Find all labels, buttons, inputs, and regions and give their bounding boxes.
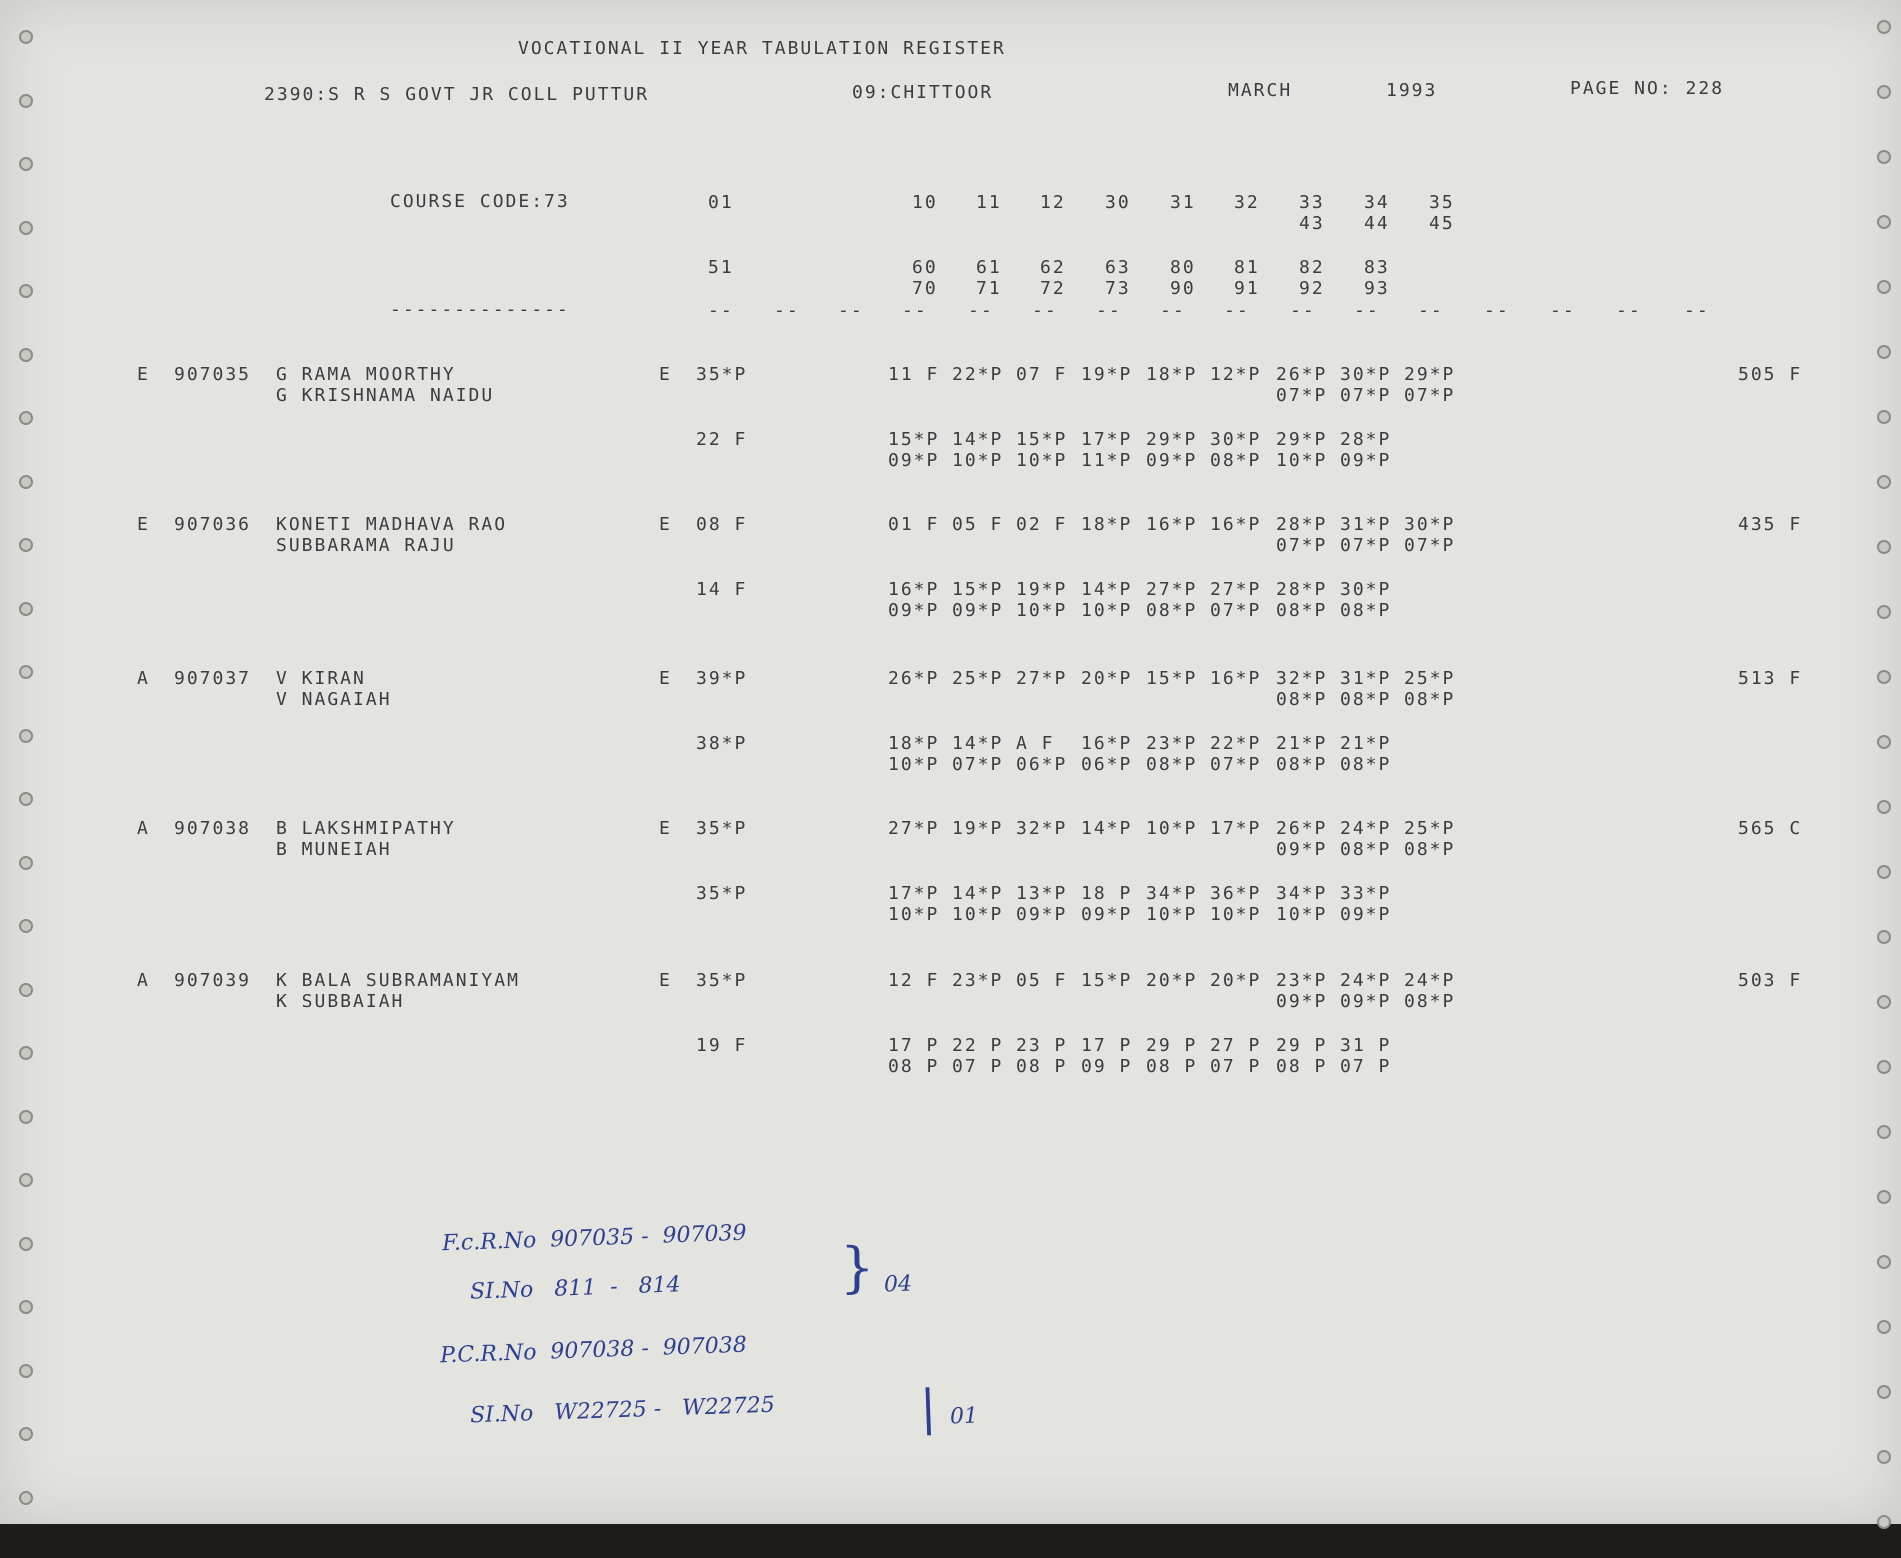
- subject-mark: 36*P: [1210, 883, 1262, 904]
- subject-code: 62: [1040, 257, 1066, 278]
- subject-mark: 16*P: [1146, 514, 1198, 535]
- subject-mark: 09*P: [888, 450, 940, 471]
- subject-mark: 08 P: [888, 1056, 940, 1077]
- subject-mark: 07 F: [1016, 364, 1068, 385]
- subject-mark: 08*P: [1276, 689, 1328, 710]
- roll-number: 907039: [174, 970, 252, 991]
- brace-1: }: [840, 1236, 875, 1299]
- subject-mark: 08*P: [1340, 689, 1392, 710]
- subject-mark: 08 P: [1016, 1056, 1068, 1077]
- subject-mark: 17 P: [1081, 1035, 1133, 1056]
- subject-mark: 23*P: [1146, 733, 1198, 754]
- column-dash: --: [1032, 300, 1058, 321]
- course-code: COURSE CODE:73: [390, 191, 570, 212]
- column-dash: --: [1224, 300, 1250, 321]
- column-dash: --: [968, 300, 994, 321]
- feed-hole: [19, 30, 33, 44]
- subject-mark: 08*P: [1340, 754, 1392, 775]
- subject-mark: 26*P: [1276, 364, 1328, 385]
- feed-hole: [19, 1110, 33, 1124]
- language-mark: 39*P: [696, 668, 748, 689]
- subject-mark: 09*P: [1016, 904, 1068, 925]
- feed-hole: [19, 665, 33, 679]
- subject-mark: 14*P: [1081, 579, 1133, 600]
- student-group: A: [137, 668, 150, 689]
- note-pc-range: P.C.R.No 907038 - 907038: [439, 1332, 748, 1369]
- subject-mark: 08*P: [1276, 754, 1328, 775]
- medium: E: [659, 668, 672, 689]
- total-result: 505 F: [1738, 364, 1803, 385]
- subject-mark: 28*P: [1276, 579, 1328, 600]
- subject-mark: 07 P: [952, 1056, 1004, 1077]
- feed-hole: [1877, 1515, 1891, 1529]
- feed-hole: [19, 538, 33, 552]
- subject-mark: A F: [1016, 733, 1055, 754]
- column-dash: --: [1354, 300, 1380, 321]
- feed-hole: [1877, 215, 1891, 229]
- subject-code: 60: [912, 257, 938, 278]
- column-dash: --: [774, 300, 800, 321]
- subject-code: 44: [1364, 213, 1390, 234]
- feed-hole: [1877, 1320, 1891, 1334]
- note-pc-count: 01: [949, 1403, 979, 1430]
- subject-mark: 31*P: [1340, 514, 1392, 535]
- subject-mark: 02 F: [1016, 514, 1068, 535]
- subject-mark: 21*P: [1340, 733, 1392, 754]
- feed-hole: [1877, 410, 1891, 424]
- feed-hole: [19, 1491, 33, 1505]
- subject-mark: 07*P: [1210, 600, 1262, 621]
- subject-mark: 10*P: [1146, 818, 1198, 839]
- feed-hole: [19, 602, 33, 616]
- subject-mark: 31*P: [1340, 668, 1392, 689]
- subject-mark: 23 P: [1016, 1035, 1068, 1056]
- subject-mark: 29 P: [1146, 1035, 1198, 1056]
- feed-hole: [1877, 670, 1891, 684]
- subject-mark: 16*P: [1081, 733, 1133, 754]
- page-number: PAGE NO: 228: [1570, 78, 1725, 99]
- subject-mark: 29*P: [1404, 364, 1456, 385]
- underline: --------------: [390, 299, 570, 320]
- subject-mark: 11 F: [888, 364, 940, 385]
- subject-mark: 09*P: [1340, 904, 1392, 925]
- subject-mark: 05 F: [1016, 970, 1068, 991]
- subject-mark: 30*P: [1340, 364, 1392, 385]
- feed-hole: [1877, 345, 1891, 359]
- subject-code: 45: [1429, 213, 1455, 234]
- subject-mark: 33*P: [1340, 883, 1392, 904]
- subject-code: 11: [976, 192, 1002, 213]
- subject-mark: 23*P: [952, 970, 1004, 991]
- subject-mark: 10*P: [1081, 600, 1133, 621]
- feed-hole: [19, 729, 33, 743]
- father-name: SUBBARAMA RAJU: [276, 535, 456, 556]
- bracket-2: |: [919, 1379, 938, 1437]
- subject-mark: 19*P: [1016, 579, 1068, 600]
- subject-code: 82: [1299, 257, 1325, 278]
- subject-mark: 27*P: [1146, 579, 1198, 600]
- student-group: E: [137, 364, 150, 385]
- medium: E: [659, 818, 672, 839]
- subject-mark: 10*P: [1276, 450, 1328, 471]
- feed-hole: [1877, 150, 1891, 164]
- subject-mark: 08*P: [1146, 754, 1198, 775]
- feed-hole: [1877, 605, 1891, 619]
- feed-hole: [19, 1427, 33, 1441]
- subject-mark: 07*P: [1340, 535, 1392, 556]
- feed-hole: [19, 157, 33, 171]
- column-dash: --: [1484, 300, 1510, 321]
- subject-mark: 29*P: [1146, 429, 1198, 450]
- language-mark: 35*P: [696, 364, 748, 385]
- subject-mark: 08*P: [1404, 689, 1456, 710]
- student-group: A: [137, 970, 150, 991]
- feed-hole: [1877, 1385, 1891, 1399]
- subject-mark: 10*P: [888, 754, 940, 775]
- column-dash: --: [1550, 300, 1576, 321]
- total-result: 503 F: [1738, 970, 1803, 991]
- note-fc-count: 04: [883, 1271, 913, 1298]
- subject-mark: 08*P: [1340, 600, 1392, 621]
- subject-mark: 23*P: [1276, 970, 1328, 991]
- subject-mark: 24*P: [1404, 970, 1456, 991]
- roll-number: 907035: [174, 364, 252, 385]
- subject-mark: 25*P: [1404, 668, 1456, 689]
- subject-mark: 14*P: [952, 429, 1004, 450]
- subject-mark: 18*P: [1081, 514, 1133, 535]
- subject-code: 33: [1299, 192, 1325, 213]
- subject-mark: 01 F: [888, 514, 940, 535]
- language-mark: 19 F: [696, 1035, 748, 1056]
- note-fc-serial: SI.No 811 - 814: [469, 1272, 681, 1305]
- subject-mark: 30*P: [1210, 429, 1262, 450]
- feed-hole: [19, 792, 33, 806]
- subject-mark: 22*P: [1210, 733, 1262, 754]
- feed-hole: [1877, 280, 1891, 294]
- subject-code: 12: [1040, 192, 1066, 213]
- student-name: B LAKSHMIPATHY: [276, 818, 456, 839]
- subject-mark: 18 P: [1081, 883, 1133, 904]
- feed-hole: [19, 1173, 33, 1187]
- subject-mark: 29*P: [1276, 429, 1328, 450]
- subject-mark: 09*P: [1340, 450, 1392, 471]
- feed-hole: [19, 983, 33, 997]
- district: 09:CHITTOOR: [852, 82, 994, 103]
- subject-mark: 29 P: [1276, 1035, 1328, 1056]
- subject-mark: 32*P: [1276, 668, 1328, 689]
- subject-mark: 09*P: [1276, 839, 1328, 860]
- student-name: K BALA SUBRAMANIYAM: [276, 970, 520, 991]
- subject-code: 90: [1170, 278, 1196, 299]
- subject-mark: 12 F: [888, 970, 940, 991]
- subject-mark: 27*P: [1016, 668, 1068, 689]
- subject-mark: 20*P: [1210, 970, 1262, 991]
- column-dash: --: [902, 300, 928, 321]
- subject-mark: 07*P: [952, 754, 1004, 775]
- subject-mark: 09*P: [1340, 991, 1392, 1012]
- language-mark: 35*P: [696, 818, 748, 839]
- subject-code: 91: [1234, 278, 1260, 299]
- subject-mark: 12*P: [1210, 364, 1262, 385]
- subject-mark: 08*P: [1404, 991, 1456, 1012]
- subject-mark: 05 F: [952, 514, 1004, 535]
- subject-mark: 10*P: [952, 450, 1004, 471]
- student-name: V KIRAN: [276, 668, 366, 689]
- feed-hole: [1877, 800, 1891, 814]
- subject-mark: 20*P: [1081, 668, 1133, 689]
- student-name: KONETI MADHAVA RAO: [276, 514, 508, 535]
- father-name: V NAGAIAH: [276, 689, 392, 710]
- subject-mark: 22 P: [952, 1035, 1004, 1056]
- subject-mark: 25*P: [952, 668, 1004, 689]
- feed-hole: [1877, 475, 1891, 489]
- column-dash: --: [1684, 300, 1710, 321]
- subject-code: 61: [976, 257, 1002, 278]
- subject-mark: 18*P: [1146, 364, 1198, 385]
- subject-mark: 20*P: [1146, 970, 1198, 991]
- subject-mark: 09*P: [1276, 991, 1328, 1012]
- subject-mark: 27*P: [1210, 579, 1262, 600]
- subject-mark: 32*P: [1016, 818, 1068, 839]
- language-mark: 35*P: [696, 883, 748, 904]
- feed-hole: [19, 348, 33, 362]
- column-dash: --: [1418, 300, 1444, 321]
- subject-mark: 07*P: [1340, 385, 1392, 406]
- subject-mark: 14*P: [1081, 818, 1133, 839]
- medium: E: [659, 514, 672, 535]
- subject-mark: 07 P: [1210, 1056, 1262, 1077]
- subject-mark: 16*P: [1210, 668, 1262, 689]
- student-name: G RAMA MOORTHY: [276, 364, 456, 385]
- subject-mark: 07*P: [1276, 535, 1328, 556]
- subject-mark: 07 P: [1340, 1056, 1392, 1077]
- feed-hole: [19, 856, 33, 870]
- subject-mark: 19*P: [1081, 364, 1133, 385]
- subject-mark: 17*P: [1081, 429, 1133, 450]
- roll-number: 907036: [174, 514, 252, 535]
- subject-code: 81: [1234, 257, 1260, 278]
- subject-mark: 09*P: [1081, 904, 1133, 925]
- roll-number: 907037: [174, 668, 252, 689]
- feed-hole: [1877, 540, 1891, 554]
- feed-hole: [19, 411, 33, 425]
- subject-mark: 07*P: [1210, 754, 1262, 775]
- subject-code: 70: [912, 278, 938, 299]
- father-name: B MUNEIAH: [276, 839, 392, 860]
- student-group: A: [137, 818, 150, 839]
- subject-mark: 15*P: [1081, 970, 1133, 991]
- subject-code: 63: [1105, 257, 1131, 278]
- language-mark: 38*P: [696, 733, 748, 754]
- feed-hole: [1877, 1190, 1891, 1204]
- subject-code: 80: [1170, 257, 1196, 278]
- subject-code: 32: [1234, 192, 1260, 213]
- feed-hole: [19, 1046, 33, 1060]
- language-mark: 22 F: [696, 429, 748, 450]
- subject-code: 73: [1105, 278, 1131, 299]
- subject-mark: 34*P: [1276, 883, 1328, 904]
- exam-month: MARCH: [1228, 80, 1293, 101]
- subject-mark: 17*P: [1210, 818, 1262, 839]
- register-title: VOCATIONAL II YEAR TABULATION REGISTER: [518, 38, 1006, 59]
- subject-code: 72: [1040, 278, 1066, 299]
- subject-mark: 14*P: [952, 733, 1004, 754]
- subject-mark: 06*P: [1016, 754, 1068, 775]
- student-group: E: [137, 514, 150, 535]
- college-name: 2390:S R S GOVT JR COLL PUTTUR: [264, 84, 650, 105]
- feed-hole: [1877, 20, 1891, 34]
- feed-hole: [1877, 1125, 1891, 1139]
- column-dash: --: [1616, 300, 1642, 321]
- subject-mark: 30*P: [1340, 579, 1392, 600]
- subject-mark: 15*P: [1016, 429, 1068, 450]
- subject-mark: 08*P: [1276, 600, 1328, 621]
- subject-code: 43: [1299, 213, 1325, 234]
- subject-mark: 10*P: [888, 904, 940, 925]
- subject-mark: 24*P: [1340, 970, 1392, 991]
- subject-mark: 34*P: [1146, 883, 1198, 904]
- subject-mark: 08*P: [1146, 600, 1198, 621]
- subject-code: 34: [1364, 192, 1390, 213]
- subject-mark: 15*P: [952, 579, 1004, 600]
- subject-mark: 07*P: [1276, 385, 1328, 406]
- subject-mark: 08*P: [1340, 839, 1392, 860]
- medium: E: [659, 970, 672, 991]
- total-result: 435 F: [1738, 514, 1803, 535]
- subject-code: 83: [1364, 257, 1390, 278]
- subject-mark: 10*P: [952, 904, 1004, 925]
- subject-code: 93: [1364, 278, 1390, 299]
- roll-number: 907038: [174, 818, 252, 839]
- subject-code: 92: [1299, 278, 1325, 299]
- column-dash: --: [708, 300, 734, 321]
- subject-code: 71: [976, 278, 1002, 299]
- feed-hole: [1877, 1060, 1891, 1074]
- feed-hole: [1877, 1450, 1891, 1464]
- subject-mark: 10*P: [1016, 450, 1068, 471]
- subject-mark: 25*P: [1404, 818, 1456, 839]
- total-result: 513 F: [1738, 668, 1803, 689]
- feed-hole: [19, 1300, 33, 1314]
- subject-code: 10: [912, 192, 938, 213]
- subject-mark: 08*P: [1404, 839, 1456, 860]
- note-fc-range: F.c.R.No 907035 - 907039: [441, 1220, 747, 1257]
- subject-mark: 07*P: [1404, 535, 1456, 556]
- subject-mark: 31 P: [1340, 1035, 1392, 1056]
- subject-mark: 26*P: [888, 668, 940, 689]
- subject-mark: 18*P: [888, 733, 940, 754]
- subject-mark: 09*P: [1146, 450, 1198, 471]
- column-dash: --: [1160, 300, 1186, 321]
- column-dash: --: [1096, 300, 1122, 321]
- exam-year: 1993: [1386, 80, 1438, 101]
- language-mark: 35*P: [696, 970, 748, 991]
- feed-hole: [19, 284, 33, 298]
- medium: E: [659, 364, 672, 385]
- feed-hole: [19, 1237, 33, 1251]
- feed-hole: [1877, 85, 1891, 99]
- subject-mark: 17*P: [888, 883, 940, 904]
- subject-mark: 27 P: [1210, 1035, 1262, 1056]
- subject-mark: 15*P: [1146, 668, 1198, 689]
- subject-mark: 21*P: [1276, 733, 1328, 754]
- subject-code: 51: [708, 257, 734, 278]
- subject-mark: 26*P: [1276, 818, 1328, 839]
- subject-mark: 09 P: [1081, 1056, 1133, 1077]
- feed-hole: [1877, 865, 1891, 879]
- feed-hole: [19, 1364, 33, 1378]
- subject-code: 31: [1170, 192, 1196, 213]
- subject-code: 35: [1429, 192, 1455, 213]
- subject-code: 01: [708, 192, 734, 213]
- subject-mark: 09*P: [952, 600, 1004, 621]
- subject-mark: 10*P: [1146, 904, 1198, 925]
- subject-mark: 24*P: [1340, 818, 1392, 839]
- subject-mark: 08*P: [1210, 450, 1262, 471]
- subject-mark: 10*P: [1276, 904, 1328, 925]
- feed-hole: [19, 221, 33, 235]
- subject-mark: 08 P: [1276, 1056, 1328, 1077]
- subject-mark: 28*P: [1276, 514, 1328, 535]
- subject-mark: 11*P: [1081, 450, 1133, 471]
- subject-mark: 16*P: [1210, 514, 1262, 535]
- feed-hole: [1877, 1255, 1891, 1269]
- subject-mark: 13*P: [1016, 883, 1068, 904]
- column-dash: --: [1290, 300, 1316, 321]
- subject-mark: 10*P: [1016, 600, 1068, 621]
- subject-mark: 28*P: [1340, 429, 1392, 450]
- subject-mark: 15*P: [888, 429, 940, 450]
- subject-mark: 16*P: [888, 579, 940, 600]
- note-pc-serial: SI.No W22725 - W22725: [469, 1392, 776, 1429]
- father-name: G KRISHNAMA NAIDU: [276, 385, 495, 406]
- father-name: K SUBBAIAH: [276, 991, 405, 1012]
- feed-hole: [1877, 735, 1891, 749]
- subject-mark: 19*P: [952, 818, 1004, 839]
- subject-mark: 06*P: [1081, 754, 1133, 775]
- feed-hole: [19, 475, 33, 489]
- subject-mark: 30*P: [1404, 514, 1456, 535]
- subject-mark: 17 P: [888, 1035, 940, 1056]
- subject-mark: 10*P: [1210, 904, 1262, 925]
- feed-hole: [19, 919, 33, 933]
- language-mark: 08 F: [696, 514, 748, 535]
- feed-hole: [1877, 930, 1891, 944]
- feed-hole: [19, 94, 33, 108]
- subject-mark: 08 P: [1146, 1056, 1198, 1077]
- total-result: 565 C: [1738, 818, 1803, 839]
- subject-mark: 09*P: [888, 600, 940, 621]
- language-mark: 14 F: [696, 579, 748, 600]
- subject-mark: 22*P: [952, 364, 1004, 385]
- subject-mark: 14*P: [952, 883, 1004, 904]
- subject-code: 30: [1105, 192, 1131, 213]
- subject-mark: 27*P: [888, 818, 940, 839]
- subject-mark: 07*P: [1404, 385, 1456, 406]
- feed-hole: [1877, 995, 1891, 1009]
- column-dash: --: [838, 300, 864, 321]
